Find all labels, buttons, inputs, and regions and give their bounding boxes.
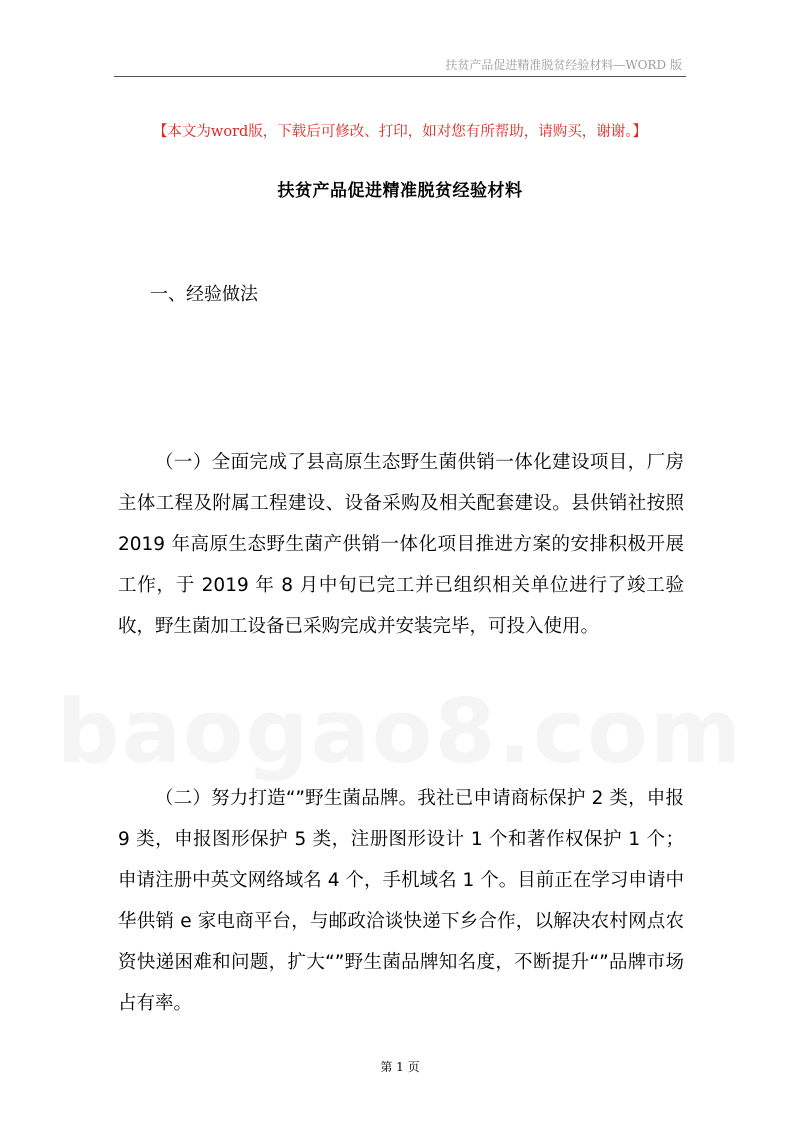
section-heading: 一、经验做法 (150, 284, 258, 305)
paragraph-2: （二）努力打造“”野生菌品牌。我社已申请商标保护 2 类，申报 9 类，申报图形保护 5 类，注册图形设计 1 个和著作权保护 1 个；申请注册中英文网络域名 4 个，手机域名 1 个。目前正在学习申请中华供销 e 家电商平台，与邮政洽谈快递下乡合作，以解决农村网点农资快递困难和问题，扩大“”野生菌品牌知名度，不断提升“”品牌市场占有率。 (118, 788, 684, 1014)
document-title: 扶贫产品促进精准脱贫经验材料 (277, 181, 523, 201)
page-number: 第 1 页 (380, 1060, 420, 1074)
purchase-notice: 【本文为word版，下载后可修改、打印，如对您有所帮助，请购买，谢谢。】 (152, 124, 648, 140)
watermark: baogao8.com (56, 680, 744, 783)
paragraph-1: （一）全面完成了县高原生态野生菌供销一体化建设项目，厂房主体工程及附属工程建设、设备采购及相关配套建设。县供销社按照2019 年高原生态野生菌产供销一体化项目推进方案的安排积极开展工作，于 2019 年 8 月中旬已完工并已组织相关单位进行了竣工验收，野生菌加工设备已采购完成并安装完毕，可投入使用。 (118, 452, 684, 637)
running-header: 扶贫产品促进精准脱贫经验材料—WORD 版 (445, 58, 682, 72)
header-divider (114, 76, 686, 77)
